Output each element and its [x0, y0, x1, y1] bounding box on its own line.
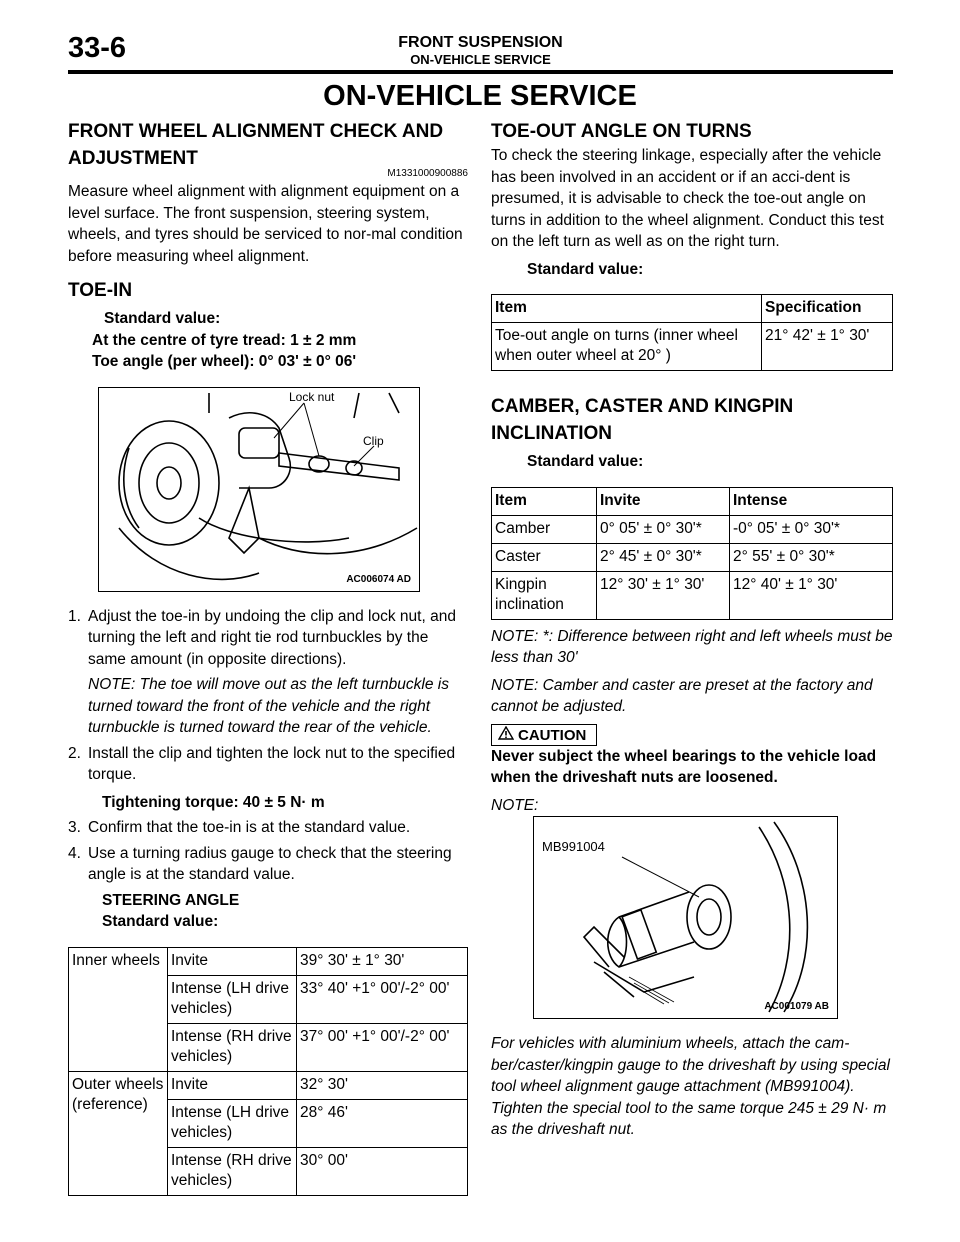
- warning-triangle-icon: [498, 726, 514, 744]
- alignment-code: M1331000900886: [387, 168, 468, 179]
- alignment-heading: FRONT WHEEL ALIGNMENT CHECK AND ADJUSTMENT: [68, 121, 444, 169]
- inner-wheels-cell: Inner wheels: [69, 947, 168, 1071]
- steering-angle-table: [68, 947, 468, 1196]
- toe-heading: TOE-IN: [68, 280, 133, 301]
- table-row: Caster 2° 45' ± 0° 30'* 2° 55' ± 0° 30'*: [492, 543, 893, 571]
- caution-label: CAUTION: [518, 726, 587, 744]
- toeout-heading: TOE-OUT ANGLE ON TURNS: [491, 121, 752, 142]
- lock-nut-label: Lock nut: [289, 389, 335, 404]
- note-preset: NOTE: Camber and caster are preset at the factory and cannot be adjusted.: [491, 676, 873, 715]
- procedure-steps: [68, 606, 468, 933]
- table-row: Intense (RH drive vehicles) 30° 00': [69, 1147, 468, 1195]
- toeout-table: [491, 294, 893, 371]
- table-row: Intense (LH drive vehicles) 33° 40' +1° 00'/-2° 00': [69, 975, 468, 1023]
- table-row: Outer wheels (reference) Invite 32° 30': [69, 1071, 468, 1099]
- figure1-code: AC006074 AD: [346, 573, 411, 585]
- caution-text: Never subject the wheel bearings to the vehicle load when the driveshaft nuts are loosened.: [491, 747, 877, 786]
- step-3: 3. Confirm that the toe-in is at the standard value.: [68, 819, 411, 836]
- page-number: 33-6: [68, 32, 127, 64]
- table-row: Kingpin inclination 12° 30' ± 1° 30' 12° 40' ± 1° 30': [492, 571, 893, 619]
- tool-number-label: MB991004: [542, 839, 605, 854]
- clip-label: Clip: [363, 433, 384, 448]
- step-4: 4. Use a turning radius gauge to check that the steering angle is at the standard value. STEERING ANGLE Standard value:: [68, 843, 468, 933]
- figure2-code: AC001079 AB: [764, 1001, 829, 1012]
- camber-table: [491, 487, 893, 620]
- toeout-standard-label: Standard value:: [527, 260, 644, 278]
- table-row: Intense (RH drive vehicles) 37° 00' +1° 00'/-2° 00': [69, 1023, 468, 1071]
- table-header-row: Item Specification: [492, 295, 893, 323]
- steering-standard-label: Standard value:: [102, 913, 219, 930]
- alignment-intro: Measure wheel alignment with alignment equipment on a level surface. The front suspension, steering system, wheels, and tyres should be serviced to nor-mal condition before measuring wheel alignment.: [68, 183, 463, 265]
- torque-spec: Tightening torque: 40 ± 5 N· m: [102, 793, 325, 811]
- camber-standard-label: Standard value:: [527, 453, 644, 470]
- outer-wheels-cell: Outer wheels (reference): [69, 1071, 168, 1195]
- note-label: NOTE:: [491, 796, 539, 814]
- section-title: FRONT SUSPENSION: [398, 34, 563, 51]
- subsection-title: ON-VEHICLE SERVICE: [410, 52, 551, 67]
- caution-badge: [491, 724, 597, 746]
- table-row: Intense (LH drive vehicles) 28° 46': [69, 1099, 468, 1147]
- gauge-attachment-figure: [533, 816, 838, 1019]
- toe-tread-value: At the centre of tyre tread: 1 ± 2 mm: [92, 331, 357, 349]
- table-row: Toe-out angle on turns (inner wheel when outer wheel at 20° ) 21° 42' ± 1° 30': [492, 323, 893, 371]
- table-row: Camber 0° 05' ± 0° 30'* -0° 05' ± 0° 30'*: [492, 515, 893, 543]
- table-header-row: Item Invite Intense: [492, 487, 893, 515]
- step-1: 1. Adjust the toe-in by undoing the clip and lock nut, and turning the left and right tie rod turnbuckles by the same amount (in opposite directions). NOTE: The toe will move out as the left turnbuckle is turned toward the front of the vehicle and the right turnbuckle is turned toward the rear of the vehicle.: [68, 606, 468, 739]
- camber-heading: CAMBER, CASTER AND KINGPIN INCLINATION: [491, 396, 794, 444]
- steering-angle-label: STEERING ANGLE: [102, 891, 240, 909]
- left-column: [68, 118, 468, 1196]
- table-row: Inner wheels Invite 39° 30' ± 1° 30': [69, 947, 468, 975]
- tie-rod-illustration: [99, 388, 419, 591]
- header-rule: [68, 70, 893, 74]
- step-1-note: NOTE: The toe will move out as the left turnbuckle is turned toward the front of the vehicle and the right turnbuckle is turned toward the rear of the vehicle.: [88, 676, 449, 736]
- aluminium-wheel-note: For vehicles with aluminium wheels, attach the cam-ber/caster/kingpin gauge to the driveshaft by using special tool wheel alignment gauge attachment (MB991004). Tighten the special tool to the same torque 245 ± 29 N· m as the driveshaft nut.: [491, 1035, 890, 1138]
- page-header: [68, 30, 893, 74]
- step-2: 2. Install the clip and tighten the lock nut to the specified torque. Tightening torque: 40 ± 5 N· m: [68, 743, 468, 814]
- toe-standard-label: Standard value:: [104, 310, 221, 327]
- right-column: [491, 118, 893, 1141]
- main-title: ON-VEHICLE SERVICE: [323, 80, 637, 112]
- note-difference: NOTE: *: Difference between right and left wheels must be less than 30': [491, 627, 893, 666]
- tie-rod-figure: [98, 387, 420, 592]
- toeout-intro: To check the steering linkage, especially after the vehicle has been involved in an accident or if an acci-dent is presumed, it is advisable to check the toe-out angle on turns in addition to the wheel alignment. Conduct this test on the left turn as well as on the right turn.: [491, 147, 884, 250]
- toe-angle-value: Toe angle (per wheel): 0° 03' ± 0° 06': [92, 353, 357, 370]
